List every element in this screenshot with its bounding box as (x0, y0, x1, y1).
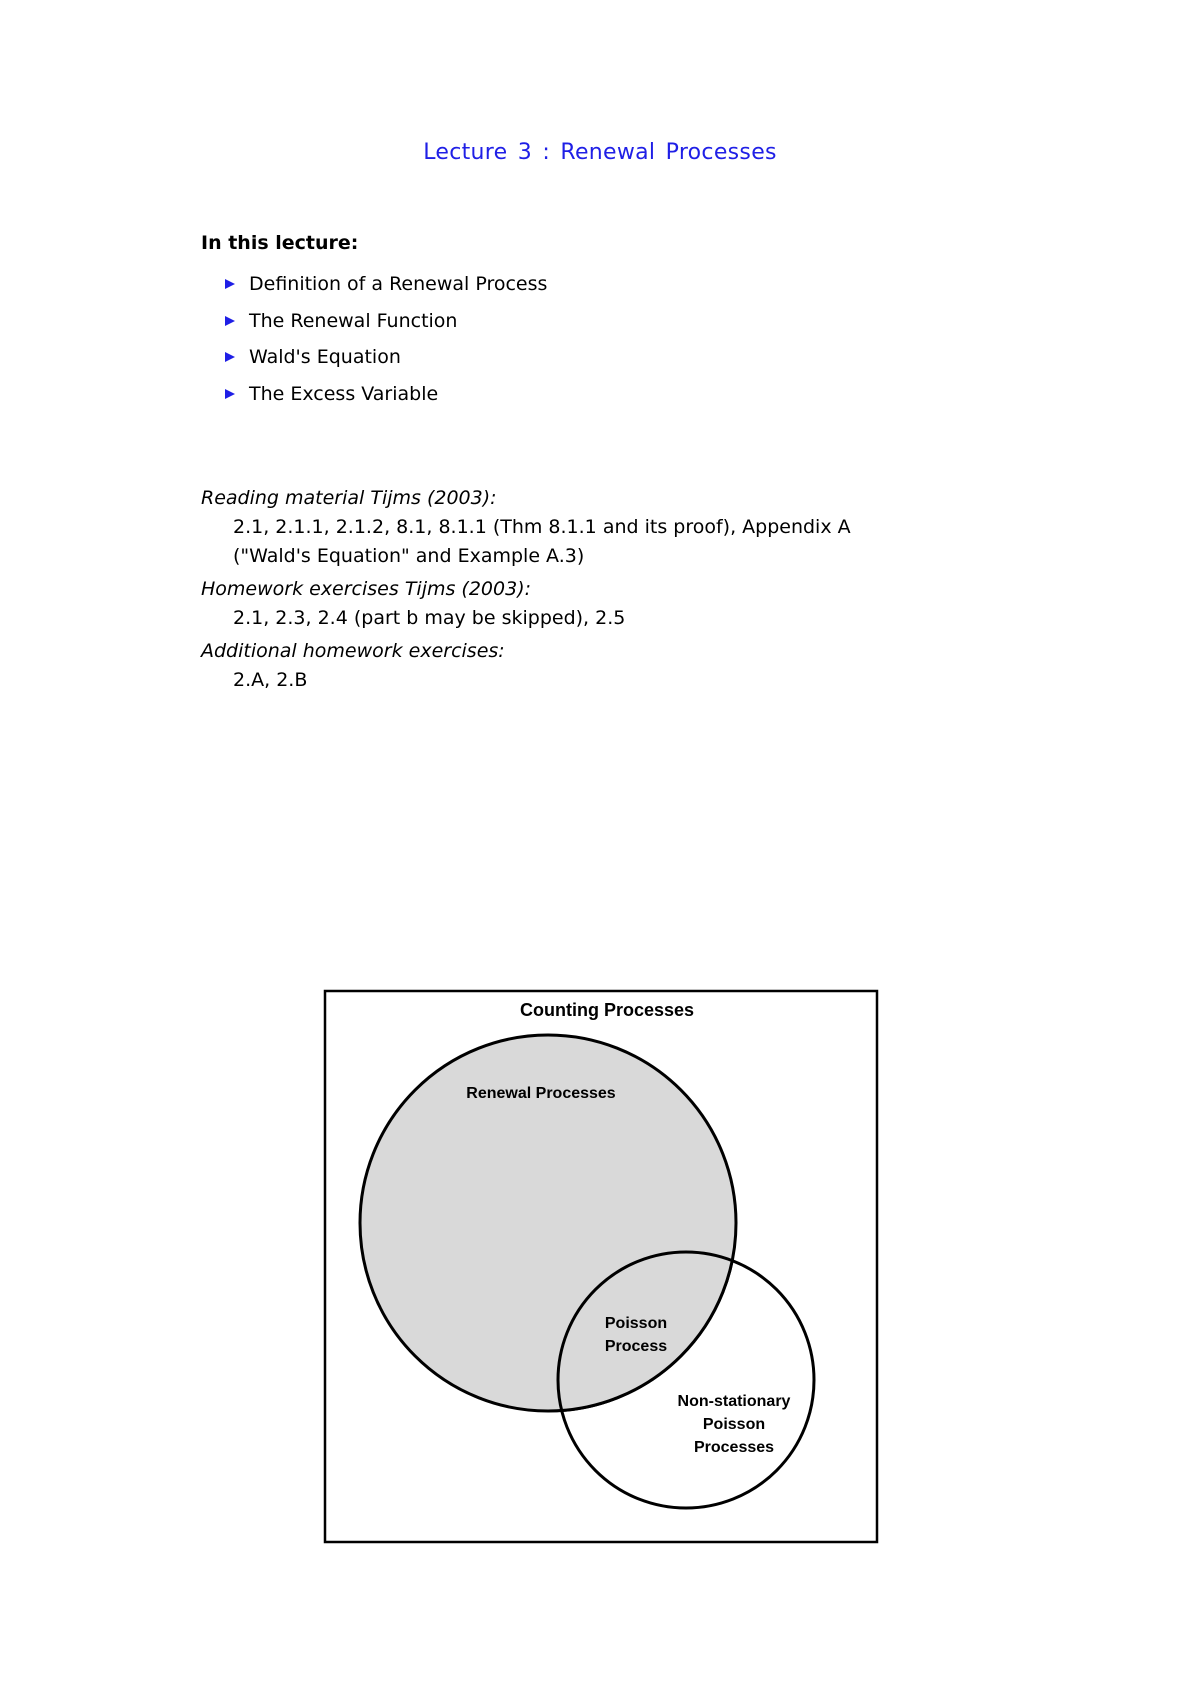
counting-processes-label: Counting Processes (519, 1000, 695, 1020)
non-stationary-label: Non-stationary (677, 1393, 791, 1410)
triangle-bullet-icon (225, 316, 235, 326)
topic-label: Definition of a Renewal Process (249, 273, 548, 296)
topic-item (223, 339, 547, 376)
reading-line: 2.1, 2.1.1, 2.1.2, 8.1, 8.1.1 (Thm 8.1.1 and its proof), Appendix A (233, 516, 851, 538)
topic-label: Wald's Equation (249, 346, 401, 369)
page-title: Lecture 3 : Renewal Processes (423, 140, 777, 165)
topic-item (223, 303, 547, 340)
non-stationary-label: Poisson (702, 1416, 766, 1433)
reading-label: Reading material Tijms (2003): (201, 487, 497, 509)
poisson-process-label: Poisson (604, 1315, 668, 1332)
triangle-bullet-icon (225, 279, 235, 289)
topic-list (223, 266, 547, 412)
poisson-process-label: Process (604, 1338, 668, 1355)
lecture-contents-heading: In this lecture: (201, 232, 359, 254)
topic-item (223, 376, 547, 413)
topic-label: The Renewal Function (249, 309, 458, 332)
triangle-bullet-icon (225, 352, 235, 362)
reading-line: ("Wald's Equation" and Example A.3) (233, 545, 585, 567)
venn-diagram (322, 988, 882, 1548)
renewal-processes-label: Renewal Processes (466, 1085, 616, 1102)
homework-label: Homework exercises Tijms (2003): (201, 578, 532, 600)
homework-line: 2.1, 2.3, 2.4 (part b may be skipped), 2.5 (233, 607, 626, 629)
additional-homework-line: 2.A, 2.B (233, 669, 308, 691)
topic-label: The Excess Variable (249, 382, 439, 405)
topic-item (223, 266, 547, 303)
reading-section (201, 484, 851, 695)
triangle-bullet-icon (225, 389, 235, 399)
non-stationary-label: Processes (693, 1439, 775, 1456)
additional-homework-label: Additional homework exercises: (201, 640, 505, 662)
